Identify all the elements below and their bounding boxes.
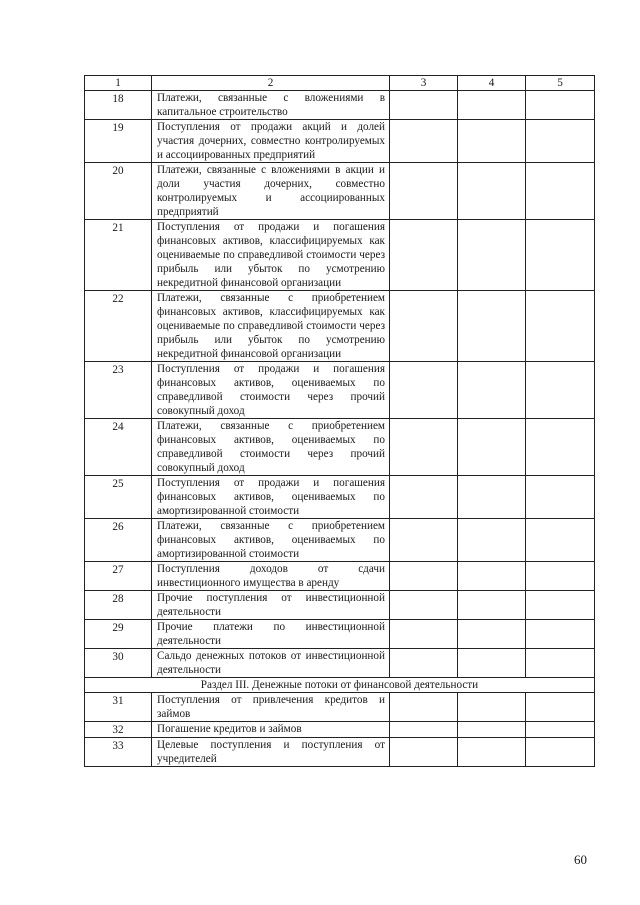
row-number: 23	[85, 362, 152, 419]
value-cell-col-3	[390, 591, 458, 620]
value-cell-col-5	[526, 738, 595, 767]
value-cell-col-3	[390, 362, 458, 419]
table-row	[85, 591, 595, 620]
table-row	[85, 562, 595, 591]
value-cell-col-3	[390, 722, 458, 738]
header-col-3: 3	[390, 76, 458, 91]
table-row	[85, 693, 595, 722]
row-number: 19	[85, 120, 152, 163]
table-row	[85, 120, 595, 163]
section-title: Раздел III. Денежные потоки от финансовой деятельности	[85, 678, 595, 693]
value-cell-col-4	[458, 591, 526, 620]
value-cell-col-5	[526, 120, 595, 163]
row-number: 20	[85, 163, 152, 220]
value-cell-col-3	[390, 738, 458, 767]
page-number: 60	[574, 852, 587, 867]
row-number: 28	[85, 591, 152, 620]
row-number: 31	[85, 693, 152, 722]
value-cell-col-3	[390, 120, 458, 163]
row-description: Поступления от продажи и погашения финансовых активов, оцениваемых по амортизированной стоимости	[152, 476, 390, 519]
value-cell-col-3	[390, 519, 458, 562]
value-cell-col-5	[526, 291, 595, 362]
table-row	[85, 476, 595, 519]
table-row	[85, 91, 595, 120]
row-number: 33	[85, 738, 152, 767]
row-description: Сальдо денежных потоков от инвестиционной деятельности	[152, 649, 390, 678]
value-cell-col-3	[390, 163, 458, 220]
value-cell-col-3	[390, 91, 458, 120]
value-cell-col-4	[458, 220, 526, 291]
row-description: Целевые поступления и поступления от учредителей	[152, 738, 390, 767]
value-cell-col-5	[526, 562, 595, 591]
row-description: Погашение кредитов и займов	[152, 722, 390, 738]
row-number: 26	[85, 519, 152, 562]
value-cell-col-4	[458, 649, 526, 678]
value-cell-col-5	[526, 722, 595, 738]
row-number: 32	[85, 722, 152, 738]
row-number: 27	[85, 562, 152, 591]
value-cell-col-4	[458, 419, 526, 476]
row-description: Платежи, связанные с приобретением финансовых активов, классифицируемых как оцениваемые по справедливой стоимости через прибыль или убыток по усмотрению некредитной финансовой организации	[152, 291, 390, 362]
value-cell-col-5	[526, 620, 595, 649]
row-description: Платежи, связанные с приобретением финансовых активов, оцениваемых по справедливой стоимости через прочий совокупный доход	[152, 419, 390, 476]
table-row	[85, 220, 595, 291]
value-cell-col-3	[390, 620, 458, 649]
value-cell-col-5	[526, 591, 595, 620]
value-cell-col-4	[458, 620, 526, 649]
header-col-1: 1	[85, 76, 152, 91]
row-description: Платежи, связанные с вложениями в акции и доли участия дочерних, совместно контролируемых и ассоциированных предприятий	[152, 163, 390, 220]
value-cell-col-5	[526, 362, 595, 419]
row-description: Прочие платежи по инвестиционной деятельности	[152, 620, 390, 649]
value-cell-col-5	[526, 91, 595, 120]
value-cell-col-3	[390, 419, 458, 476]
row-description: Поступления от привлечения кредитов и займов	[152, 693, 390, 722]
table-row	[85, 738, 595, 767]
table-row	[85, 291, 595, 362]
value-cell-col-4	[458, 562, 526, 591]
row-description: Прочие поступления от инвестиционной деятельности	[152, 591, 390, 620]
header-col-2: 2	[152, 76, 390, 91]
table-row	[85, 519, 595, 562]
table-row	[85, 362, 595, 419]
value-cell-col-3	[390, 291, 458, 362]
table-row	[85, 419, 595, 476]
row-description: Поступления от продажи и погашения финансовых активов, классифицируемых как оцениваемые по справедливой стоимости через прибыль или убыток по усмотрению некредитной финансовой организации	[152, 220, 390, 291]
section-row	[85, 678, 595, 693]
value-cell-col-3	[390, 476, 458, 519]
row-number: 29	[85, 620, 152, 649]
row-number: 22	[85, 291, 152, 362]
header-col-4: 4	[458, 76, 526, 91]
value-cell-col-5	[526, 220, 595, 291]
value-cell-col-4	[458, 693, 526, 722]
table-row	[85, 163, 595, 220]
value-cell-col-4	[458, 519, 526, 562]
value-cell-col-3	[390, 562, 458, 591]
value-cell-col-4	[458, 738, 526, 767]
row-description: Поступления доходов от сдачи инвестиционного имущества в аренду	[152, 562, 390, 591]
row-number: 18	[85, 91, 152, 120]
value-cell-col-4	[458, 362, 526, 419]
value-cell-col-3	[390, 220, 458, 291]
value-cell-col-3	[390, 693, 458, 722]
row-description: Поступления от продажи акций и долей участия дочерних, совместно контролируемых и ассоциированных предприятий	[152, 120, 390, 163]
value-cell-col-4	[458, 91, 526, 120]
value-cell-col-4	[458, 120, 526, 163]
value-cell-col-5	[526, 649, 595, 678]
row-number: 24	[85, 419, 152, 476]
value-cell-col-4	[458, 476, 526, 519]
value-cell-col-5	[526, 476, 595, 519]
value-cell-col-4	[458, 163, 526, 220]
value-cell-col-3	[390, 649, 458, 678]
row-description: Платежи, связанные с вложениями в капитальное строительство	[152, 91, 390, 120]
cash-flow-table	[84, 75, 595, 767]
value-cell-col-4	[458, 291, 526, 362]
value-cell-col-5	[526, 519, 595, 562]
value-cell-col-5	[526, 693, 595, 722]
row-number: 25	[85, 476, 152, 519]
value-cell-col-5	[526, 419, 595, 476]
row-number: 21	[85, 220, 152, 291]
row-number: 30	[85, 649, 152, 678]
row-description: Поступления от продажи и погашения финансовых активов, оцениваемых по справедливой стоимости через прочий совокупный доход	[152, 362, 390, 419]
table-row	[85, 649, 595, 678]
table-row	[85, 722, 595, 738]
row-description: Платежи, связанные с приобретением финансовых активов, оцениваемых по амортизированной стоимости	[152, 519, 390, 562]
value-cell-col-5	[526, 163, 595, 220]
table-row	[85, 620, 595, 649]
table-header-row	[85, 76, 595, 91]
header-col-5: 5	[526, 76, 595, 91]
value-cell-col-4	[458, 722, 526, 738]
